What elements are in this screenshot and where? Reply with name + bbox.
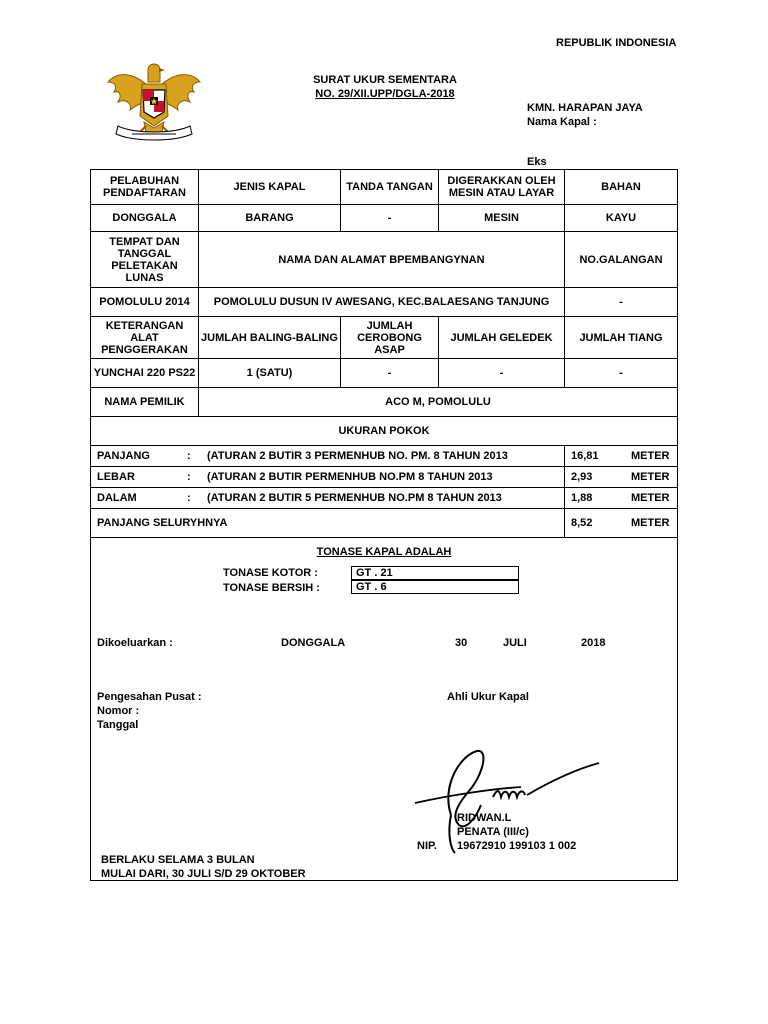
net-tonnage-label: TONASE BERSIH : (223, 582, 320, 594)
signatory-name: RIDWAN.L (457, 812, 512, 824)
value-yard-number: - (619, 296, 623, 308)
measurement-value: 16,81 (571, 450, 599, 462)
measurement-rule: (ATURAN 2 BUTIR 5 PERMENHUB NO.PM 8 TAHUN 2013 (203, 488, 565, 508)
header-port-registration: PELABUHAN PENDAFTARAN (91, 170, 199, 204)
header-material: BAHAN (601, 181, 641, 193)
gross-tonnage-value: GT . 21 (351, 566, 519, 580)
signatory-rank: PENATA (III/c) (457, 826, 529, 838)
document-title: SURAT UKUR SEMENTARA (313, 74, 457, 86)
eks-label: Eks (527, 156, 547, 168)
measurement-colon: : (187, 450, 191, 462)
header-propellers: JUMLAH BALING-BALING (199, 317, 341, 358)
measurement-value: 1,88 (571, 492, 593, 504)
table-row (91, 288, 677, 317)
value-ship-type: BARANG (199, 205, 341, 231)
value-engine-info: YUNCHAI 220 PS22 (91, 359, 199, 387)
header-decks: JUMLAH GELEDEK (439, 317, 565, 358)
republic-label: REPUBLIK INDONESIA (556, 37, 677, 49)
table-header-row (91, 170, 677, 205)
net-tonnage-value: GT . 6 (351, 580, 519, 594)
validity-line-2: MULAI DARI, 30 JULI S/D 29 OKTOBER (101, 868, 306, 880)
header-keel-laying: TEMPAT DAN TANGGAL PELETAKAN LUNAS (91, 232, 199, 287)
owner-value: ACO M, POMOLULU (385, 396, 491, 408)
surveyor-label: Ahli Ukur Kapal (447, 691, 529, 703)
owner-row (91, 388, 677, 417)
overall-length-value: 8,52 (571, 517, 593, 529)
issued-label: Dikoeluarkan : (97, 637, 173, 649)
value-keel-laying: POMOLULU 2014 (91, 288, 199, 316)
header-chimneys: JUMLAH CEROBONG ASAP (341, 317, 439, 358)
overall-length-row (91, 509, 677, 538)
measurement-label: PANJANG (97, 450, 150, 462)
issued-place: DONGGALA (281, 637, 346, 649)
section-title-row (91, 417, 677, 446)
header-masts: JUMLAH TIANG (579, 331, 663, 344)
measurement-row (91, 467, 677, 488)
measurement-unit: METER (631, 492, 670, 504)
header-engine-info: KETERANGAN ALAT PENGGERAKAN (91, 317, 199, 358)
owner-label: NAMA PEMILIK (91, 388, 199, 416)
table-row (91, 359, 677, 388)
measurement-unit: METER (631, 471, 670, 483)
measurement-label: LEBAR (97, 471, 135, 483)
document-number: NO. 29/XII.UPP/DGLA-2018 (315, 88, 455, 100)
value-propulsion: MESIN (439, 205, 565, 231)
measurement-row (91, 488, 677, 509)
value-builder: POMOLULU DUSUN IV AWESANG, KEC.BALAESANG TANJUNG (199, 288, 565, 316)
nip-label: NIP. (417, 840, 437, 852)
overall-length-unit: METER (631, 517, 670, 529)
section-title: UKURAN POKOK (338, 425, 430, 437)
measurement-colon: : (187, 492, 191, 504)
measurement-value: 2,93 (571, 471, 593, 483)
value-propellers: 1 (SATU) (199, 359, 341, 387)
nip-value: 19672910 199103 1 002 (457, 840, 577, 852)
table-row (91, 205, 677, 232)
approval-number-label: Nomor : (97, 705, 140, 717)
overall-length-label: PANJANG SELURYHNYA (91, 509, 565, 537)
ship-name-line: KMN. HARAPAN JAYA (527, 102, 643, 114)
approval-center-label: Pengesahan Pusat : (97, 691, 202, 703)
value-decks: - (439, 359, 565, 387)
header-builder: NAMA DAN ALAMAT BPEMBANGYNAN (199, 232, 565, 287)
approval-date-label: Tanggal (97, 719, 139, 731)
measurement-colon: : (187, 471, 191, 483)
value-port-registration: DONGGALA (91, 205, 199, 231)
garuda-emblem-icon (104, 60, 204, 144)
issued-year: 2018 (581, 637, 606, 649)
value-masts: - (619, 367, 623, 379)
measurement-rule: (ATURAN 2 BUTIR PERMENHUB NO.PM 8 TAHUN 2013 (203, 467, 565, 487)
gross-tonnage-label: TONASE KOTOR : (223, 567, 318, 579)
measurement-label: DALAM (97, 492, 137, 504)
tonnage-title: TONASE KAPAL ADALAH (316, 546, 452, 558)
measurement-row (91, 446, 677, 467)
measurement-rule: (ATURAN 2 BUTIR 3 PERMENHUB NO. PM. 8 TAHUN 2013 (203, 446, 565, 466)
value-signature: - (341, 205, 439, 231)
header-signature: TANDA TANGAN (341, 170, 439, 204)
issued-day: 30 (455, 637, 468, 649)
header-propulsion: DIGERAKKAN OLEH MESIN ATAU LAYAR (439, 170, 565, 204)
value-material: KAYU (605, 212, 637, 224)
issued-month: JULI (503, 637, 527, 649)
header-yard-number: NO.GALANGAN (579, 253, 663, 266)
header-ship-type: JENIS KAPAL (199, 170, 341, 204)
validity-line-1: BERLAKU SELAMA 3 BULAN (101, 854, 255, 866)
value-chimneys: - (341, 359, 439, 387)
signature-image (411, 745, 601, 855)
ship-name-label: Nama Kapal : (527, 116, 597, 128)
measurement-unit: METER (631, 450, 670, 462)
table-header-row (91, 317, 677, 359)
table-row (91, 232, 677, 288)
ship-measurement-table (90, 169, 678, 881)
